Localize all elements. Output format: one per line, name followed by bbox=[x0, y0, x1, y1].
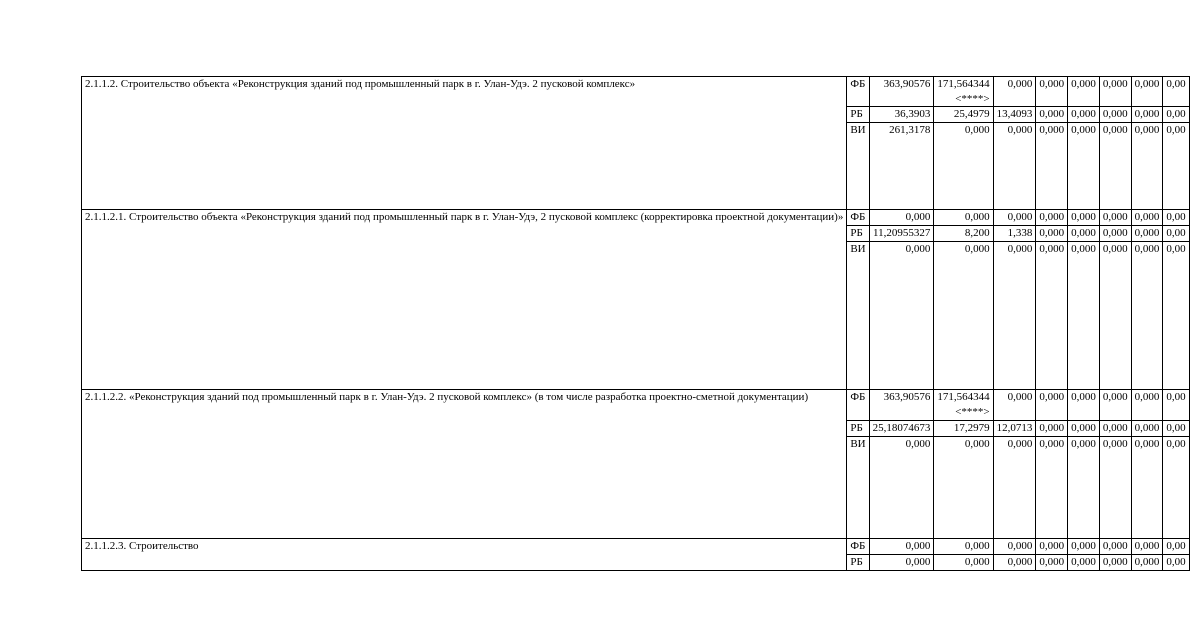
value-cell: 0,00 bbox=[1163, 123, 1189, 210]
value-cell: 0,000 bbox=[869, 210, 934, 226]
value-cell: 0,000 bbox=[934, 210, 993, 226]
funding-source: РБ bbox=[847, 420, 869, 436]
value-cell: 0,000 bbox=[934, 436, 993, 538]
value-cell: 0,000 bbox=[869, 538, 934, 554]
item-description: 2.1.1.2.3. Строительство bbox=[82, 538, 847, 570]
value-cell: 0,00 bbox=[1163, 77, 1189, 107]
value-cell: 0,000 bbox=[1068, 77, 1100, 107]
value-cell: 0,000 bbox=[1099, 420, 1131, 436]
value-cell: 0,000 bbox=[1131, 554, 1163, 570]
table-row bbox=[82, 210, 1190, 226]
value-cell: 0,000 bbox=[1131, 123, 1163, 210]
value-cell: 0,00 bbox=[1163, 226, 1189, 242]
value-cell: 0,000 bbox=[1131, 436, 1163, 538]
value-cell: 25,4979 bbox=[934, 107, 993, 123]
value-cell: 0,000 bbox=[1036, 226, 1068, 242]
value-cell: 0,000 bbox=[1036, 436, 1068, 538]
value-cell: 0,000 bbox=[1131, 242, 1163, 390]
value-cell: 0,000 bbox=[1068, 554, 1100, 570]
value-cell: 0,000 bbox=[1099, 107, 1131, 123]
value-cell: 25,18074673 bbox=[869, 420, 934, 436]
footnote-marker: <****> bbox=[955, 406, 990, 419]
value-cell: 363,90576 bbox=[869, 390, 934, 420]
value-text: 171,564344 bbox=[937, 391, 990, 404]
value-cell: 0,000 bbox=[1068, 242, 1100, 390]
value-cell: 0,000 bbox=[1068, 436, 1100, 538]
value-cell: 0,00 bbox=[1163, 538, 1189, 554]
value-cell: 0,000 bbox=[1131, 226, 1163, 242]
value-cell: 0,000 bbox=[1099, 390, 1131, 420]
funding-source: ФБ bbox=[847, 77, 869, 107]
value-cell: 0,000 bbox=[1131, 390, 1163, 420]
value-cell: 0,000 bbox=[1068, 123, 1100, 210]
value-cell: 0,000 bbox=[1099, 242, 1131, 390]
funding-source: ФБ bbox=[847, 390, 869, 420]
funding-source: РБ bbox=[847, 554, 869, 570]
value-cell: 0,000 bbox=[1131, 420, 1163, 436]
value-cell: 0,000 bbox=[1036, 554, 1068, 570]
value-cell: 0,000 bbox=[1131, 538, 1163, 554]
value-text: 171,564344 bbox=[937, 78, 990, 90]
value-cell: 0,000 bbox=[1099, 210, 1131, 226]
value-cell: 0,000 bbox=[1068, 390, 1100, 420]
value-cell: 0,00 bbox=[1163, 436, 1189, 538]
value-cell: 0,000 bbox=[934, 242, 993, 390]
value-cell: 13,4093 bbox=[993, 107, 1036, 123]
funding-source: ВИ bbox=[847, 123, 869, 210]
value-cell: 0,000 bbox=[1068, 420, 1100, 436]
funding-source: ВИ bbox=[847, 242, 869, 390]
value-cell: 0,000 bbox=[993, 390, 1036, 420]
value-cell: 0,000 bbox=[1036, 538, 1068, 554]
value-cell: 0,000 bbox=[1099, 436, 1131, 538]
value-cell: 0,000 bbox=[1036, 107, 1068, 123]
value-cell: 0,000 bbox=[869, 436, 934, 538]
table-row bbox=[82, 390, 1190, 420]
table-row bbox=[82, 77, 1190, 107]
item-description: 2.1.1.2.1. Строительство объекта «Реконструкция зданий под промышленный парк в г. Улан-Удэ, 2 пусковой комплекс (корректировка проектной документации)» bbox=[82, 210, 847, 390]
value-cell: 0,00 bbox=[1163, 420, 1189, 436]
value-cell: 0,000 bbox=[1131, 77, 1163, 107]
value-cell: 363,90576 bbox=[869, 77, 934, 107]
funding-source: ФБ bbox=[847, 210, 869, 226]
value-cell: 0,000 bbox=[993, 77, 1036, 107]
value-cell: 0,000 bbox=[1099, 226, 1131, 242]
value-cell: 0,00 bbox=[1163, 242, 1189, 390]
value-cell: 0,000 bbox=[1131, 210, 1163, 226]
value-cell: 12,0713 bbox=[993, 420, 1036, 436]
budget-table bbox=[81, 76, 1190, 571]
value-cell: 0,00 bbox=[1163, 554, 1189, 570]
value-cell: 0,000 bbox=[1099, 554, 1131, 570]
funding-source: РБ bbox=[847, 226, 869, 242]
value-cell: 0,000 bbox=[1036, 242, 1068, 390]
value-cell: 11,20955327 bbox=[869, 226, 934, 242]
funding-source: ВИ bbox=[847, 436, 869, 538]
value-cell: 0,000 bbox=[993, 436, 1036, 538]
value-cell: 0,000 bbox=[1099, 123, 1131, 210]
value-cell: 0,000 bbox=[1036, 390, 1068, 420]
value-cell: 0,000 bbox=[1068, 107, 1100, 123]
value-cell: 261,3178 bbox=[869, 123, 934, 210]
value-cell: 0,000 bbox=[934, 538, 993, 554]
funding-source: РБ bbox=[847, 107, 869, 123]
value-cell-annotated bbox=[934, 77, 993, 107]
value-cell: 0,000 bbox=[934, 123, 993, 210]
value-cell: 0,00 bbox=[1163, 210, 1189, 226]
value-cell: 0,000 bbox=[1131, 107, 1163, 123]
value-cell: 0,000 bbox=[993, 123, 1036, 210]
value-cell: 0,00 bbox=[1163, 107, 1189, 123]
value-cell: 0,000 bbox=[993, 538, 1036, 554]
funding-source: ФБ bbox=[847, 538, 869, 554]
value-cell: 8,200 bbox=[934, 226, 993, 242]
value-cell: 0,000 bbox=[1036, 77, 1068, 107]
value-cell: 0,000 bbox=[1036, 210, 1068, 226]
value-cell: 0,000 bbox=[1036, 420, 1068, 436]
value-cell: 0,000 bbox=[1068, 226, 1100, 242]
value-cell: 0,00 bbox=[1163, 390, 1189, 420]
value-cell: 0,000 bbox=[1099, 538, 1131, 554]
value-cell: 0,000 bbox=[993, 554, 1036, 570]
value-cell: 36,3903 bbox=[869, 107, 934, 123]
item-description: 2.1.1.2.2. «Реконструкция зданий под промышленный парк в г. Улан-Удэ. 2 пусковой комплекс» (в том числе разработка проектно-сметной документации) bbox=[82, 390, 847, 538]
value-cell: 17,2979 bbox=[934, 420, 993, 436]
value-cell-annotated bbox=[934, 390, 993, 420]
value-cell: 0,000 bbox=[869, 242, 934, 390]
item-description: 2.1.1.2. Строительство объекта «Реконструкция зданий под промышленный парк в г. Улан-Удэ. 2 пусковой комплекс» bbox=[82, 77, 847, 210]
value-cell: 0,000 bbox=[869, 554, 934, 570]
value-cell: 0,000 bbox=[993, 242, 1036, 390]
value-cell: 0,000 bbox=[1068, 210, 1100, 226]
value-cell: 0,000 bbox=[1036, 123, 1068, 210]
value-cell: 1,338 bbox=[993, 226, 1036, 242]
table-row bbox=[82, 538, 1190, 554]
value-cell: 0,000 bbox=[1068, 538, 1100, 554]
footnote-marker: <****> bbox=[955, 92, 990, 105]
value-cell: 0,000 bbox=[993, 210, 1036, 226]
value-cell: 0,000 bbox=[1099, 77, 1131, 107]
value-cell: 0,000 bbox=[934, 554, 993, 570]
